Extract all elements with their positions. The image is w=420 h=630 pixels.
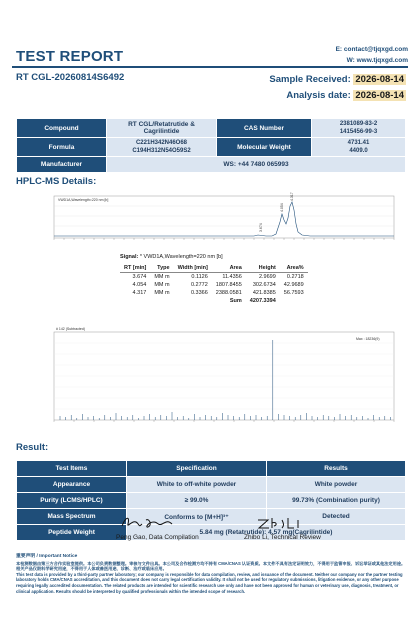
chromatogram-frame [54, 196, 394, 238]
formula-values [107, 138, 217, 157]
notice-heading: 重要声明 / Important Notice [16, 554, 78, 559]
compound-label: Compound [17, 119, 107, 138]
cell: MM m [154, 274, 170, 280]
mass-spectrum [40, 326, 400, 430]
cell: 3.674 [132, 274, 147, 280]
contact-website[interactable]: W: www.tjqxgd.com [346, 57, 408, 64]
cell: 0.1126 [191, 274, 208, 280]
results-header [17, 461, 406, 477]
analysis-date-label: Analysis date: [286, 90, 354, 101]
mw-value-2: 4409.0 [349, 148, 368, 154]
results-header-spec: Specification [127, 461, 267, 477]
sample-received-value: 2026-08-14 [355, 74, 404, 85]
appearance-result: White powder [267, 477, 406, 493]
contact-email[interactable]: E: contact@tjqxgd.com [335, 46, 408, 53]
contact-block [336, 44, 408, 66]
peak-header-area: Area [212, 264, 246, 273]
results-table [16, 460, 406, 541]
cell: 1807.8455 [215, 282, 242, 288]
sum-label: Sum [229, 298, 242, 304]
cas-value-1: 2381089-83-2 [339, 121, 378, 127]
chromatogram-title: VWD1A,Wavelength=220 nm [b] [58, 198, 109, 202]
chromatogram-gridlines [54, 206, 394, 226]
purity-result: 99.73% (Combination purity) [267, 493, 406, 509]
notice-chinese: 本检测数据由第三方合作实验室提供。本公司负责数据整理。审核与文件出具。本公司及合作检测方均不持有 CMA/CNAS 认证资质。本文件不具有法定证明效力，不得用于监管申报、诉讼举证或其他法定用途。相关产品仅限科学研究用途，不得用于人体或兽医用途、诊断、治疗或临床应用。 [16, 560, 406, 572]
signal-line [120, 254, 223, 260]
table-row [17, 493, 406, 509]
mw-label: Molecular Weight [217, 138, 312, 157]
table-row [120, 289, 308, 297]
result-section-title: Result: [16, 442, 49, 453]
spectrum-x-ticks [54, 420, 394, 422]
chromatogram-x-ticks [54, 238, 394, 240]
mw-values [312, 138, 406, 157]
cell: 4.054 [132, 282, 147, 288]
spectrum-gridlines [54, 343, 394, 409]
signature-peng-gao [118, 512, 178, 534]
compound-info-table [16, 118, 406, 173]
cell: 421.8385 [252, 290, 276, 296]
cell: 11.4356 [222, 274, 242, 280]
report-title: TEST REPORT [16, 48, 124, 65]
cell: MM m [154, 290, 170, 296]
cell: 56.7593 [283, 290, 304, 296]
appearance-label: Appearance [17, 477, 127, 493]
results-header-items: Test Items [17, 461, 127, 477]
peak-table-header [120, 264, 308, 273]
notice-english: This test data is provided by a third-party partner laboratory; our company is responsible for data compilation, review, and issuance of the document. Neither our company nor the partner testing laboratory holds CMA/CNAS accreditation, and this document does not carry legal certification validity. It shall not be used for regulatory submissions, litigation evidence, or any other purpose requiring legally accredited documentation. The related products are intended for scientific research use only and have not been approved for human or veterinary use, diagnosis, treatment, or clinical application. Results should be interpreted by qualified professionals within the intended scope of research. [16, 571, 403, 594]
purity-label: Purity (LCMS/HPLC) [17, 493, 127, 509]
peak-label-3: 4.317 [290, 192, 294, 201]
cell: 0.2772 [190, 282, 208, 288]
cell: 0.2718 [286, 274, 304, 280]
cell: 42.9689 [283, 282, 304, 288]
table-row [120, 273, 308, 282]
signature-zhibo-li [254, 512, 314, 534]
analysis-date-line [269, 88, 406, 104]
sample-received-line [269, 72, 406, 88]
hplc-section-title: HPLC-MS Details: [16, 176, 97, 187]
peak-label-1: 3.674 [259, 223, 263, 232]
report-number: RT CGL-20260814S6492 [16, 72, 125, 83]
peptide-weight-label: Peptide Weight [17, 525, 127, 541]
report-dates [269, 72, 406, 104]
cell: 2388.0581 [215, 290, 242, 296]
signature-right-caption: Zhibo Li, Technical Review [244, 534, 321, 541]
mass-result: Detected [267, 509, 406, 525]
peak-header-area-pct: Area% [280, 264, 308, 273]
mw-value-1: 4731.41 [347, 140, 370, 146]
table-row [17, 509, 406, 525]
chromatogram-trace [54, 202, 394, 236]
results-header-results: Results [267, 461, 406, 477]
table-row [120, 281, 308, 289]
spectrum-title: # 142 (Subtracted) [56, 327, 85, 331]
manufacturer-value: WS: +44 7480 065993 [107, 157, 406, 173]
spectrum-max-note: Max : 18236(9) [356, 337, 380, 341]
appearance-spec: White to off-white powder [127, 477, 267, 493]
compound-value: RT CGL/Retatrutide & Cagrilintide [107, 119, 217, 138]
formula-value-1: C221H342N46O68 [135, 140, 188, 146]
peak-header-rt: RT [min] [120, 264, 150, 273]
cas-label: CAS Number [217, 119, 312, 138]
spectrum-peaks [60, 340, 390, 420]
peak-header-width: Width [min] [174, 264, 212, 273]
sample-received-label: Sample Received: [269, 74, 354, 85]
header-rule [12, 66, 408, 68]
sum-value: 4207.3394 [249, 298, 276, 304]
cell: MM m [154, 282, 170, 288]
cell: 4.317 [132, 290, 147, 296]
peak-table [120, 264, 308, 305]
formula-label: Formula [17, 138, 107, 157]
peak-header-type: Type [150, 264, 173, 273]
peptide-weight-value: 5.84 mg (Retatrutide): 4.57 mg(Cagrilintide) [127, 525, 406, 541]
table-row [17, 525, 406, 541]
signature-left-caption: Peng Gao, Data Compilation [116, 534, 199, 541]
hplc-chromatogram [40, 192, 400, 250]
formula-value-2: C194H312N54O59S2 [132, 148, 191, 154]
manufacturer-label: Manufacturer [17, 157, 107, 173]
signal-value: * VWD1A,Wavelength=220 nm [b] [139, 254, 223, 260]
important-notice [16, 554, 406, 594]
mass-label: Mass Spectrum [17, 509, 127, 525]
mass-spec: Conforms to [M+H]³⁺ [127, 509, 267, 525]
peak-table-sum-row [120, 297, 308, 305]
signal-label: Signal: [120, 254, 139, 260]
cas-values [312, 119, 406, 138]
table-row [17, 477, 406, 493]
cas-value-2: 1415456-99-3 [339, 129, 378, 135]
purity-spec: ≥ 99.0% [127, 493, 267, 509]
cell: 0.3366 [190, 290, 208, 296]
analysis-date-value: 2026-08-14 [355, 90, 404, 101]
peak-label-2: 4.054 [280, 203, 284, 212]
cell: 302.6734 [252, 282, 276, 288]
peak-header-height: Height [246, 264, 280, 273]
cell: 2.9699 [258, 274, 276, 280]
